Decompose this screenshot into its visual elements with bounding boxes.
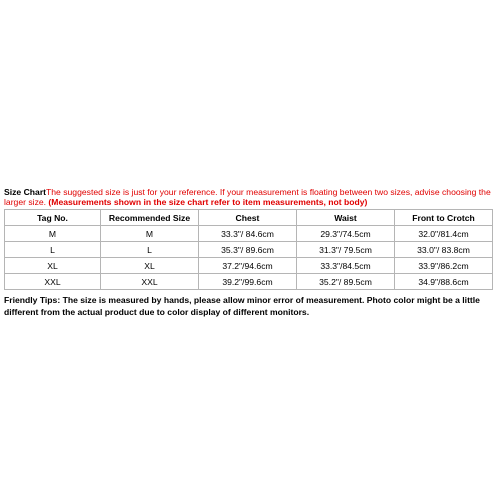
table-row [5, 274, 493, 290]
table-row [5, 226, 493, 242]
cell-waist: 29.3"/74.5cm [297, 226, 395, 242]
cell-waist: 35.2"/ 89.5cm [297, 274, 395, 290]
header-front-to-crotch: Front to Crotch [395, 210, 493, 226]
header-recommended-size: Recommended Size [101, 210, 199, 226]
size-chart-section [4, 187, 494, 290]
cell-chest: 37.2"/94.6cm [199, 258, 297, 274]
cell-waist: 33.3"/84.5cm [297, 258, 395, 274]
table-row [5, 258, 493, 274]
cell-waist: 31.3"/ 79.5cm [297, 242, 395, 258]
cell-front-to-crotch: 32.0"/81.4cm [395, 226, 493, 242]
cell-recommended: XXL [101, 274, 199, 290]
cell-tag: M [5, 226, 101, 242]
cell-front-to-crotch: 33.0"/ 83.8cm [395, 242, 493, 258]
table-header-row [5, 210, 493, 226]
cell-tag: XXL [5, 274, 101, 290]
measurement-note: (Measurements shown in the size chart refer to item measurements, not body) [48, 197, 368, 207]
friendly-tips: Friendly Tips: The size is measured by hands, please allow minor error of measurement. Photo color might be a little different from the actual product due to color display of different monitors. [4, 295, 480, 317]
header-waist: Waist [297, 210, 395, 226]
cell-recommended: L [101, 242, 199, 258]
size-chart-label: Size Chart [4, 187, 47, 197]
cell-recommended: M [101, 226, 199, 242]
table-row [5, 242, 493, 258]
cell-recommended: XL [101, 258, 199, 274]
header-chest: Chest [199, 210, 297, 226]
size-suggestion-text: The suggested size is just for your reference. If your measurement is floating between two sizes, advise choosing the larger size. [4, 187, 491, 207]
cell-chest: 33.3"/ 84.6cm [199, 226, 297, 242]
cell-front-to-crotch: 33.9"/86.2cm [395, 258, 493, 274]
cell-tag: L [5, 242, 101, 258]
cell-front-to-crotch: 34.9"/88.6cm [395, 274, 493, 290]
header-tag-no: Tag No. [5, 210, 101, 226]
cell-tag: XL [5, 258, 101, 274]
size-chart-intro [4, 187, 494, 207]
cell-chest: 39.2"/99.6cm [199, 274, 297, 290]
cell-chest: 35.3"/ 89.6cm [199, 242, 297, 258]
size-table [4, 209, 493, 290]
